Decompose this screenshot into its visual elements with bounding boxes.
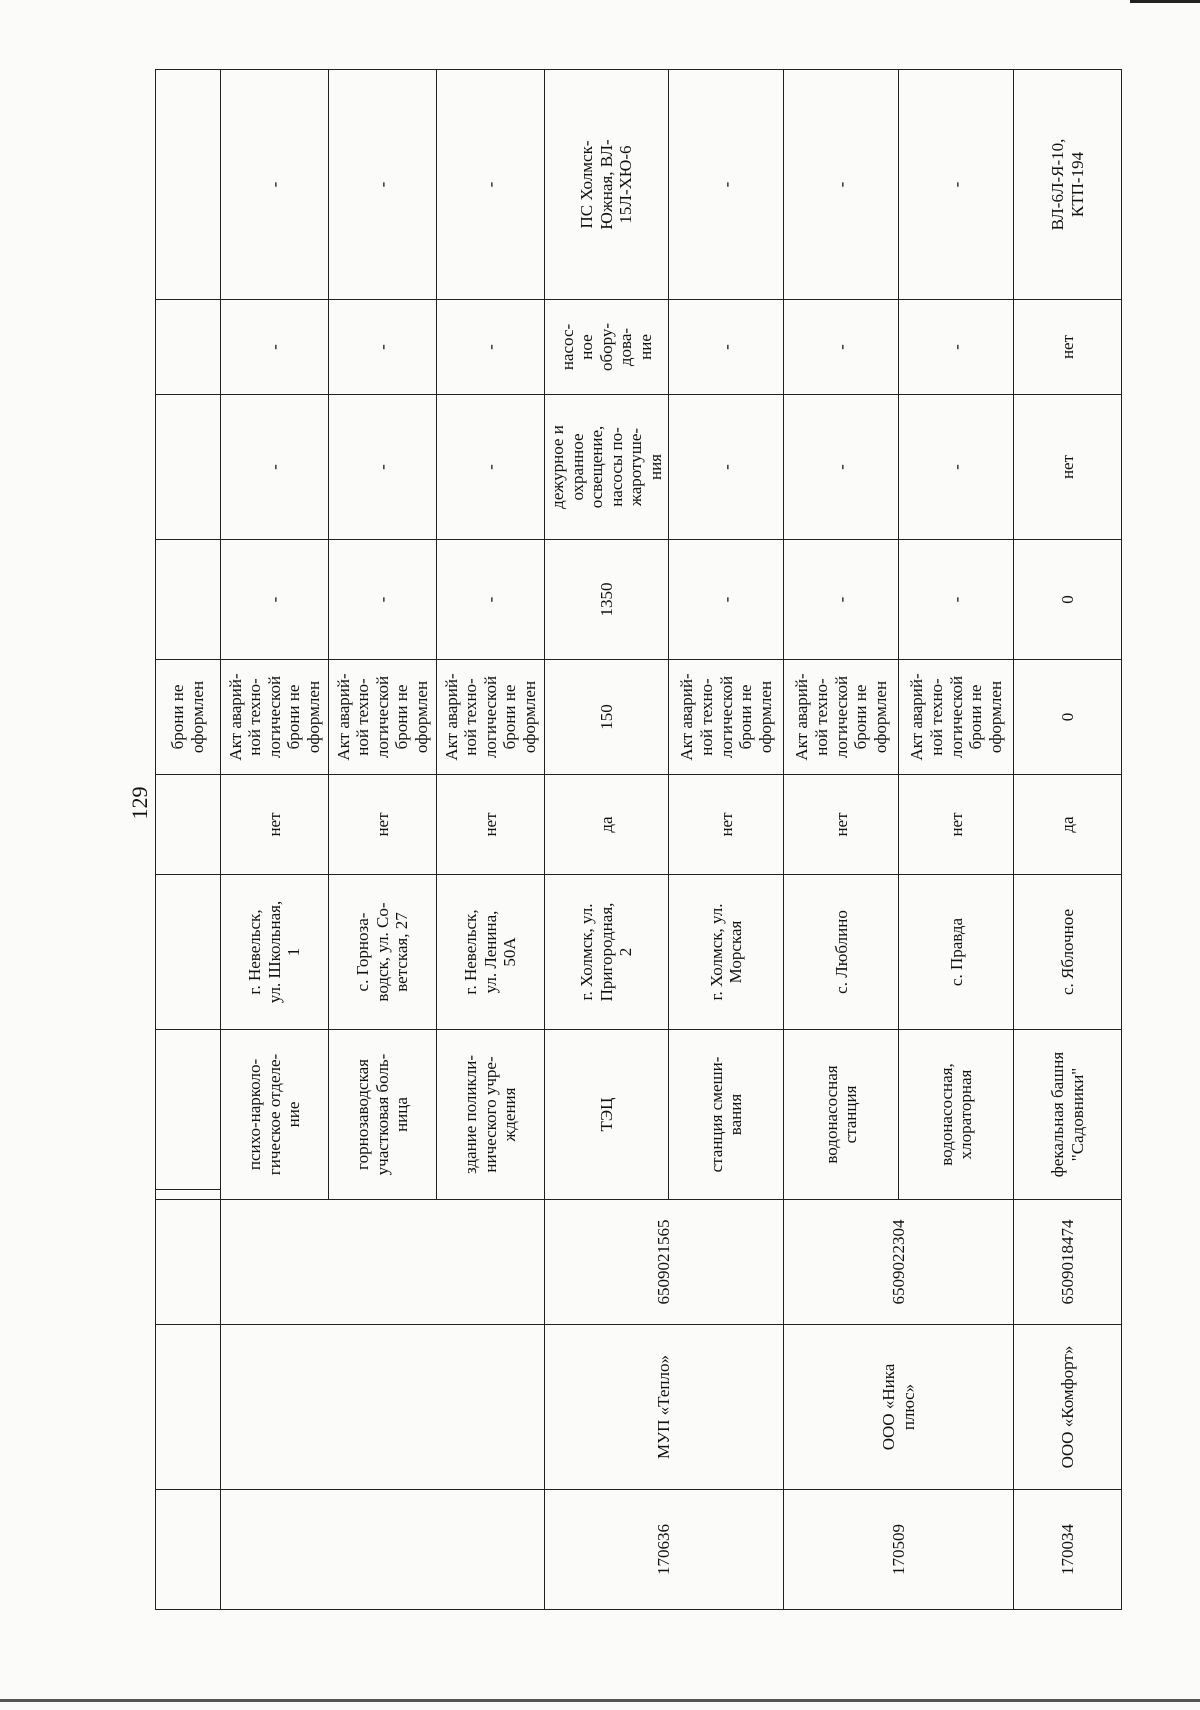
cell-facility: фекальная башня "Садовники" <box>1014 1030 1122 1200</box>
cell-v2: - <box>899 395 1014 540</box>
cell-code: 170509 <box>784 1490 1014 1610</box>
cell-act: 0 <box>1014 660 1122 775</box>
cell-v1: - <box>221 540 329 660</box>
cell-v1: - <box>669 540 784 660</box>
cell-flag <box>156 775 221 875</box>
cell-v1 <box>156 540 221 660</box>
cell-v1: 1350 <box>545 540 669 660</box>
cell-facility: психо-нарколо- гическое отделе- ние <box>221 1030 329 1200</box>
cell-v2: - <box>784 395 899 540</box>
cell-address: г. Холмск, ул. Пригородная, 2 <box>545 875 669 1030</box>
rotated-table-wrapper <box>155 70 1095 1610</box>
cell-v4: - <box>784 70 899 300</box>
cell-inn: 6509021565 <box>545 1200 784 1325</box>
table-row <box>221 70 329 1610</box>
cell-v2: - <box>329 395 437 540</box>
cell-v1: 0 <box>1014 540 1122 660</box>
page-number: 129 <box>127 786 152 820</box>
cell-flag: нет <box>329 775 437 875</box>
cell-act: Акт аварий- ной техно- логической брони не оформлен <box>899 660 1014 775</box>
cell-act: Акт аварий- ной техно- логической брони не оформлен <box>437 660 545 775</box>
cell-v3: - <box>899 300 1014 395</box>
cell-v2: дежурное и охранное освещение, насосы по- жаротуше- ния <box>545 395 669 540</box>
cell-facility: станция смеши- вания <box>669 1030 784 1200</box>
cell-v3: насос- ное обору- дова- ние <box>545 300 669 395</box>
cell-v4: - <box>899 70 1014 300</box>
cell-facility: ТЭЦ <box>545 1030 669 1200</box>
cell-act: Акт аварий- ной техно- логической брони не оформлен <box>221 660 329 775</box>
cell-address: г. Невельск, ул. Школьная, 1 <box>221 875 329 1030</box>
cell-v4: ПС Холмск- Южная, ВЛ- 15Л-ХЮ-6 <box>545 70 669 300</box>
cell-v2: - <box>669 395 784 540</box>
scan-edge-mark <box>1130 0 1200 3</box>
cell-act: Акт аварий- ной техно- логической брони не оформлен <box>669 660 784 775</box>
cell-act: Акт аварий- ной техно- логической брони не оформлен <box>329 660 437 775</box>
cell-address: с. Яблочное <box>1014 875 1122 1030</box>
cell-address: с. Горноза- водск, ул. Со- ветская, 27 <box>329 875 437 1030</box>
table-row <box>545 70 669 1610</box>
cell-v4: - <box>221 70 329 300</box>
cell-org-name: МУП «Тепло» <box>545 1325 784 1490</box>
cell-v3: - <box>784 300 899 395</box>
cell-code <box>221 1490 545 1610</box>
cell-flag: нет <box>221 775 329 875</box>
cell-v4: - <box>329 70 437 300</box>
cell-v3: - <box>221 300 329 395</box>
cell-flag: нет <box>669 775 784 875</box>
cell-v4 <box>156 70 221 300</box>
cell-inn: 6509018474 <box>1014 1200 1122 1325</box>
cell-v3: нет <box>1014 300 1122 395</box>
scan-edge-bottom <box>0 1699 1200 1702</box>
cell-inn <box>221 1200 545 1325</box>
table-row <box>156 70 221 1610</box>
cell-v3: - <box>437 300 545 395</box>
cell-facility <box>156 1030 221 1190</box>
cell-code: 170636 <box>545 1490 784 1610</box>
cell-v4: - <box>669 70 784 300</box>
cell-v1: - <box>784 540 899 660</box>
cell-v2: - <box>221 395 329 540</box>
cell-v3: - <box>669 300 784 395</box>
cell-address: г. Невельск, ул. Ленина, 50А <box>437 875 545 1030</box>
cell-org-name: ООО «Комфорт» <box>1014 1325 1122 1490</box>
cell-v1: - <box>329 540 437 660</box>
cell-org-name <box>221 1325 545 1490</box>
cell-address <box>156 875 221 1030</box>
data-table <box>155 69 1122 1610</box>
cell-flag: нет <box>784 775 899 875</box>
cell-facility: водонасосная станция <box>784 1030 899 1200</box>
cell-v2: нет <box>1014 395 1122 540</box>
cell-flag: да <box>545 775 669 875</box>
cell-flag: да <box>1014 775 1122 875</box>
cell-address: с. Люблино <box>784 875 899 1030</box>
cell-act: 150 <box>545 660 669 775</box>
cell-org-name <box>156 1325 221 1490</box>
cell-act: Акт аварий- ной техно- логической брони не оформлен <box>784 660 899 775</box>
cell-v2: - <box>437 395 545 540</box>
cell-act: брони не оформлен <box>156 660 221 775</box>
cell-v2 <box>156 395 221 540</box>
cell-address: с. Правда <box>899 875 1014 1030</box>
cell-code <box>156 1490 221 1610</box>
cell-inn <box>156 1200 221 1325</box>
cell-facility: горнозаводская участковая боль- ница <box>329 1030 437 1200</box>
cell-v3 <box>156 300 221 395</box>
cell-v1: - <box>437 540 545 660</box>
cell-flag: нет <box>899 775 1014 875</box>
cell-v4: - <box>437 70 545 300</box>
cell-code: 170034 <box>1014 1490 1122 1610</box>
cell-org-name: ООО «Ника плюс» <box>784 1325 1014 1490</box>
cell-address: г. Холмск, ул. Морская <box>669 875 784 1030</box>
cell-facility: здание поликли- нического учре- ждения <box>437 1030 545 1200</box>
cell-facility: водонасосная, хлораторная <box>899 1030 1014 1200</box>
cell-flag: нет <box>437 775 545 875</box>
cell-v1: - <box>899 540 1014 660</box>
cell-v3: - <box>329 300 437 395</box>
cell-inn: 6509022304 <box>784 1200 1014 1325</box>
table-row <box>1014 70 1122 1610</box>
cell-v4: ВЛ-6Л-Я-10, КТП-194 <box>1014 70 1122 300</box>
table-row <box>784 70 899 1610</box>
cell-spacer <box>156 1190 221 1200</box>
